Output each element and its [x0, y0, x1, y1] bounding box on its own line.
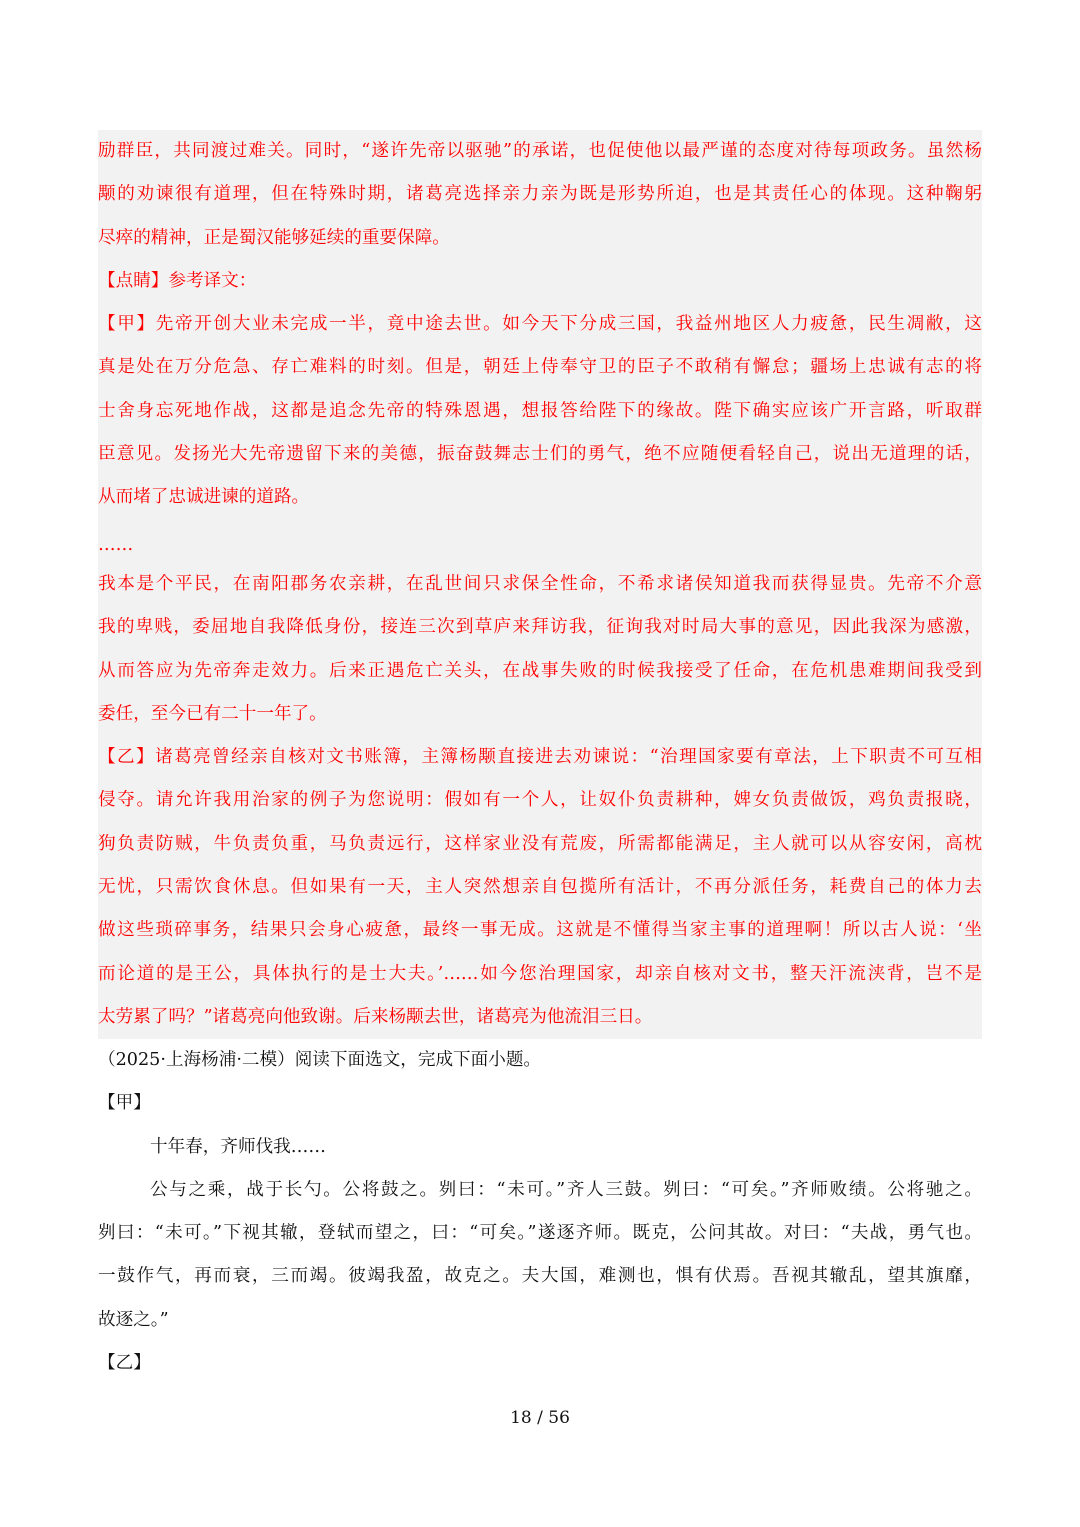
page-number: 18 / 56: [510, 1408, 570, 1428]
text-line: 尽瘁的精神，正是蜀汉能够延续的重要保障。: [98, 227, 450, 248]
text-line: 真是处在万分危急、存亡难料的时刻。但是，朝廷上侍奉守卫的臣子不敢稍有懈怠；疆场上忠诚有志的将: [98, 357, 982, 378]
text-line: 无忧，只需饮食休息。但如果有一天，主人突然想亲自包揽所有活计，不再分派任务，耗费自己的体力去: [98, 877, 982, 898]
text-line: 士舍身忘死地作战，这都是追念先帝的特殊恩遇，想报答给陛下的缘故。陛下确实应该广开言路，听取群: [98, 400, 982, 421]
text-line: 【乙】诸葛亮曾经亲自核对文书账簿，主簿杨颙直接进去劝谏说：“治理国家要有章法，上下职责不可互相: [98, 747, 982, 768]
text-line: 太劳累了吗？”诸葛亮向他致谢。后来杨颙去世，诸葛亮为他流泪三日。: [98, 1006, 653, 1027]
question-section: [98, 1039, 982, 1385]
passage-label-yi: 【乙】: [98, 1353, 151, 1374]
text-line: 做这些琐碎事务，结果只会身心疲惫，最终一事无成。这就是不懂得当家主事的道理啊！所以古人说：‘坐: [98, 920, 982, 941]
text-line: 臣意见。发扬光大先帝遗留下来的美德，振奋鼓舞志士们的勇气，绝不应随便看轻自己，说出无道理的话，: [98, 444, 982, 465]
passage-line: 故逐之。”: [98, 1309, 169, 1330]
text-line: 狗负责防贼，牛负责负重，马负责远行，这样家业没有荒废，所需都能满足，主人就可以从容安闲，高枕: [98, 833, 982, 854]
text-line: 从而堵了忠诚进谏的道路。: [98, 487, 310, 508]
passage-line: 公与之乘，战于长勺。公将鼓之。刿曰：“未可。”齐人三鼓。刿曰：“可矣。”齐师败绩。公将驰之。: [150, 1179, 982, 1200]
passage-line: 刿曰：“未可。”下视其辙，登轼而望之，曰：“可矣。”遂逐齐师。既克，公问其故。对曰：“夫战，勇气也。: [98, 1223, 982, 1244]
text-line: 我本是个平民，在南阳郡务农亲耕，在乱世间只求保全性命，不希求诸侯知道我而获得显贵。先帝不介意: [98, 573, 982, 594]
text-line: 励群臣，共同渡过难关。同时，“遂许先帝以驱驰”的承诺，也促使他以最严谨的态度对待每项政务。虽然杨: [98, 141, 982, 161]
question-intro: （2025·上海杨浦·二模）阅读下面选文，完成下面小题。: [98, 1050, 542, 1070]
ellipsis-line: ……: [98, 534, 134, 555]
text-line: 【甲】先帝开创大业未完成一半，竟中途去世。如今天下分成三国，我益州地区人力疲惫，民生凋敝，这: [98, 314, 982, 335]
text-line: 我的卑贱，委屈地自我降低身份，接连三次到草庐来拜访我，征询我对时局大事的意见，因此我深为感激，: [98, 617, 982, 638]
text-line: 委任，至今已有二十一年了。: [98, 703, 327, 724]
text-line: 侵夺。请允许我用治家的例子为您说明：假如有一个人，让奴仆负责耕种，婢女负责做饭，鸡负责报晓，: [98, 790, 982, 811]
answer-explanation-block: [98, 130, 982, 1039]
passage-line: 一鼓作气，再而衰，三而竭。彼竭我盈，故克之。夫大国，难测也，惧有伏焉。吾视其辙乱，望其旗靡，: [98, 1266, 982, 1287]
text-line: 而论道的是王公，具体执行的是士大夫。’……如今您治理国家，却亲自核对文书，整天汗流浃背，岂不是: [98, 963, 982, 984]
passage-label-jia: 【甲】: [98, 1093, 151, 1114]
text-line: 颙的劝谏很有道理，但在特殊时期，诸葛亮选择亲力亲为既是形势所迫，也是其责任心的体现。这种鞠躬: [98, 184, 982, 205]
text-line: 从而答应为先帝奔走效力。后来正遇危亡关头，在战事失败的时候我接受了任命，在危机患难期间我受到: [98, 660, 982, 681]
section-heading: 【点睛】参考译文：: [98, 270, 257, 291]
passage-line: 十年春，齐师伐我……: [150, 1136, 326, 1157]
